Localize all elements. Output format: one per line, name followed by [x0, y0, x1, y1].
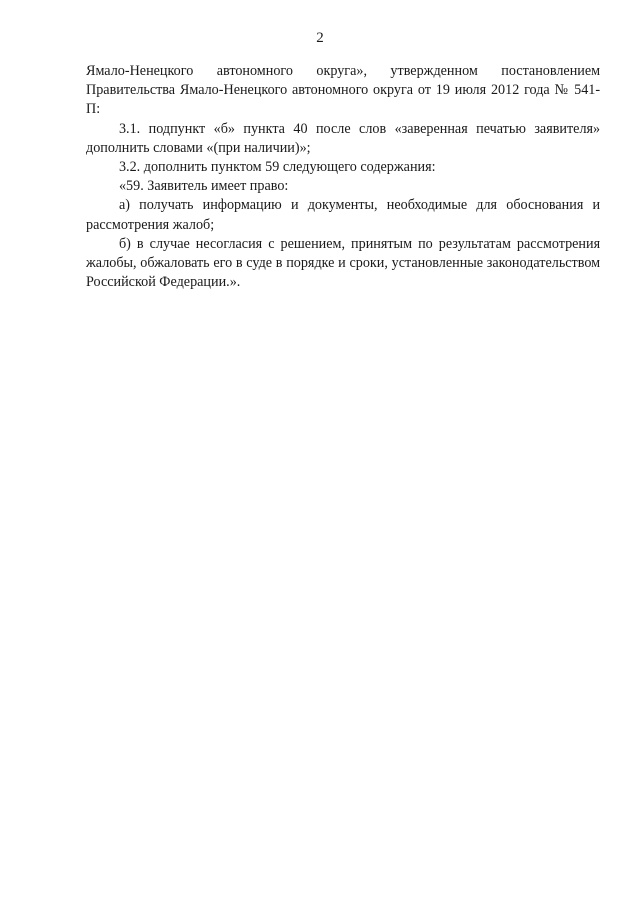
page-number: 2: [316, 30, 324, 46]
paragraph-3-1: 3.1. подпункт «б» пункта 40 после слов «заверенная печатью заявителя» дополнить словами «(при наличии)»;: [86, 120, 601, 156]
paragraph-59-a: а) получать информацию и документы, необходимые для обоснования и рассмотрения жалоб;: [86, 197, 601, 233]
paragraph-59-heading: «59. Заявитель имеет право:: [118, 178, 289, 195]
document-body: [86, 62, 600, 292]
paragraph-59-b: б) в случае несогласия с решением, принятым по результатам рассмотрения жалобы, обжаловать его в суде в порядке и сроки, установленные законодательством Российской Федерации.».: [86, 235, 601, 291]
paragraph-3-2: 3.2. дополнить пунктом 59 следующего содержания:: [118, 159, 436, 176]
paragraph-resolution-reference: Ямало-Ненецкого автономного округа», утвержденном постановлением Правительства Ямало-Ненецкого автономного округа от 19 июля 2012 года № 541-П:: [86, 63, 601, 118]
